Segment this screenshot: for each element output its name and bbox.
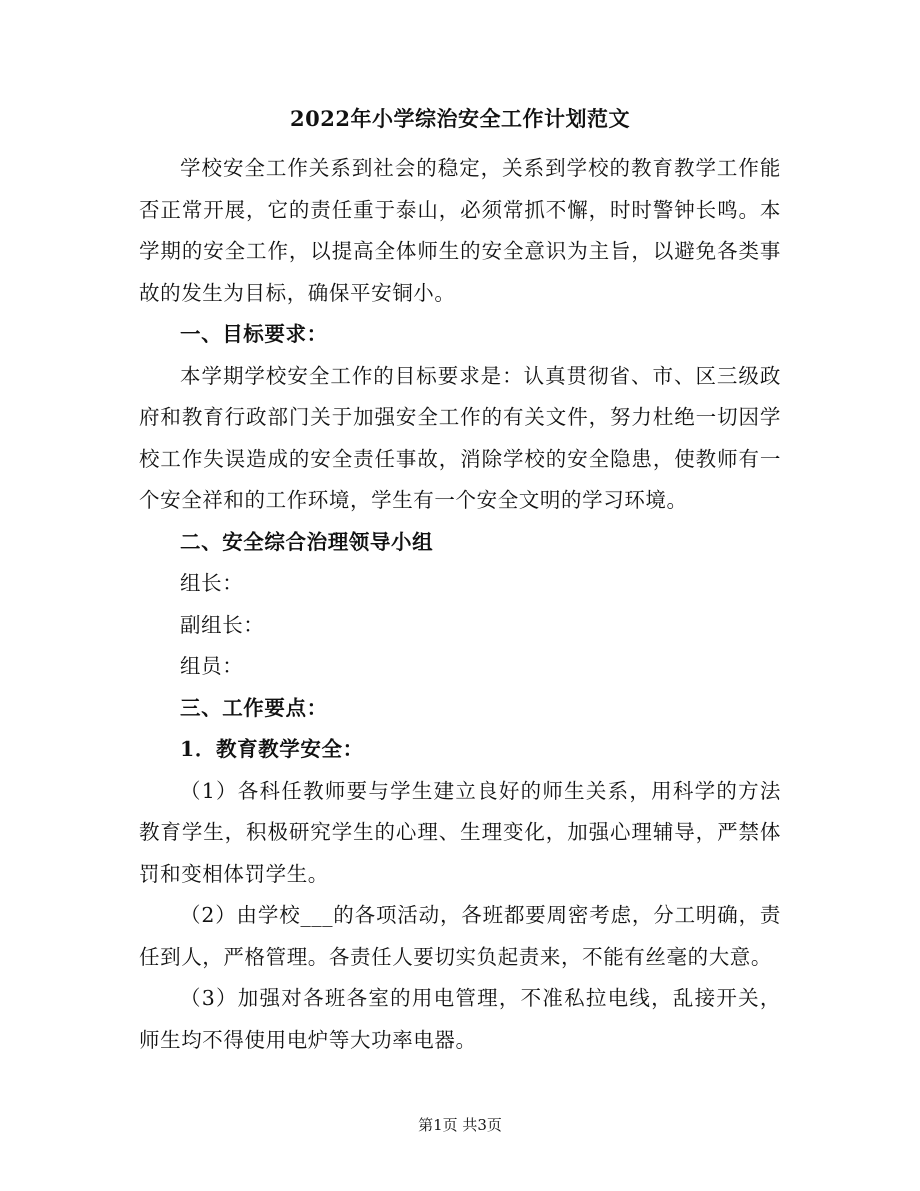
- section-heading-goals: 一、目标要求：: [180, 322, 328, 346]
- group-members-line: 组员：: [180, 654, 244, 678]
- section-heading-work-points: 三、工作要点：: [180, 695, 328, 720]
- list-item-1: （1）各科任教师要与学生建立良好的师生关系，用科学的方法教育学生，积极研究学生的心理、生理变化，加强心理辅导，严禁体罚和变相体罚学生。: [139, 778, 781, 886]
- intro-paragraph: 学校安全工作关系到社会的稳定，关系到学校的教育教学工作能否正常开展，它的责任重于泰山，必须常抓不懈，时时警钟长鸣。本学期的安全工作，以提高全体师生的安全意识为主旨，以避免各类事故的发生为目标，确保平安铜小。: [139, 156, 781, 305]
- section-heading-leadership-group: 二、安全综合治理领导小组: [180, 529, 434, 554]
- subsection-heading-teaching-safety: 1．教育教学安全：: [180, 737, 364, 761]
- deputy-leader-line: 副组长：: [180, 612, 265, 637]
- list-item-2: （2）由学校___的各项活动，各班都要周密考虑，分工明确，责任到人，严格管理。各责任人要切实负起责来，不能有丝毫的大意。: [139, 903, 781, 969]
- document-title: 2022年小学综治安全工作计划范文: [290, 106, 630, 131]
- group-leader-line: 组长：: [180, 571, 244, 595]
- page-footer: 第1页 共3页: [418, 1116, 502, 1134]
- goals-paragraph: 本学期学校安全工作的目标要求是：认真贯彻省、市、区三级政府和教育行政部门关于加强安全工作的有关文件，努力杜绝一切因学校工作失误造成的安全责任事故，消除学校的安全隐患，使教师有一个安全祥和的工作环境，学生有一个安全文明的学习环境。: [139, 363, 781, 512]
- document-body: [139, 148, 781, 1061]
- list-item-3: （3）加强对各班各室的用电管理，不准私拉电线，乱接开关，师生均不得使用电炉等大功率电器。: [139, 986, 781, 1052]
